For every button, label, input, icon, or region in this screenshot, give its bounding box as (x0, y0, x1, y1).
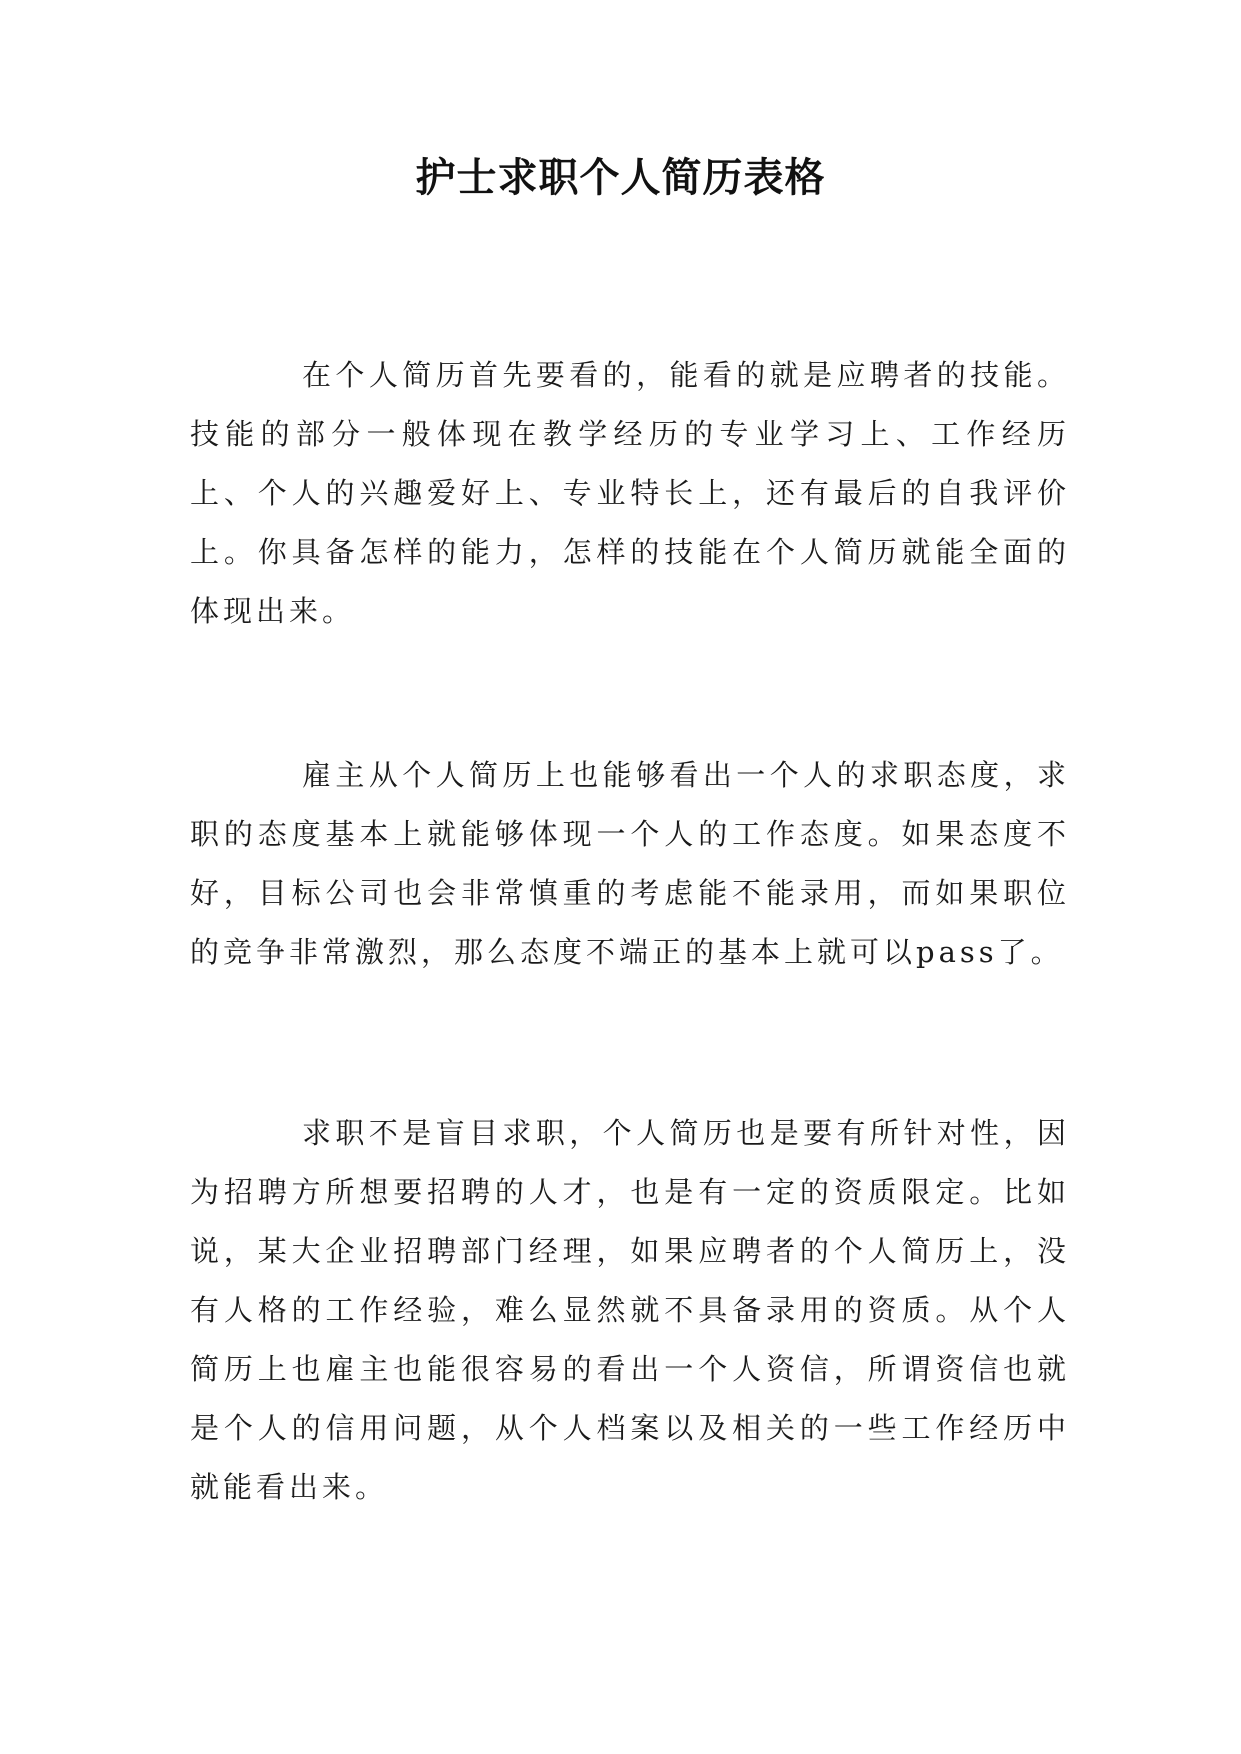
paragraph-attitude: 雇主从个人简历上也能够看出一个人的求职态度，求职的态度基本上就能够体现一个人的工作态度。如果态度不好，目标公司也会非常慎重的考虑能不能录用，而如果职位的竞争非常激烈，那么态度不端正的基本上就可以pass了。 (190, 758, 1070, 969)
paragraph-skills: 在个人简历首先要看的，能看的就是应聘者的技能。技能的部分一般体现在教学经历的专业学习上、工作经历上、个人的兴趣爱好上、专业特长上，还有最后的自我评价上。你具备怎样的能力，怎样的技能在个人简历就能全面的体现出来。 (190, 358, 1070, 628)
paragraph-targeting: 求职不是盲目求职，个人简历也是要有所针对性，因为招聘方所想要招聘的人才，也是有一定的资质限定。比如说，某大企业招聘部门经理，如果应聘者的个人简历上，没有人格的工作经验，难么显然就不具备录用的资质。从个人简历上也雇主也能很容易的看出一个人资信，所谓资信也就是个人的信用问题，从个人档案以及相关的一些工作经历中就能看出来。 (190, 1116, 1070, 1504)
document-title: 护士求职个人简历表格 (415, 155, 826, 201)
